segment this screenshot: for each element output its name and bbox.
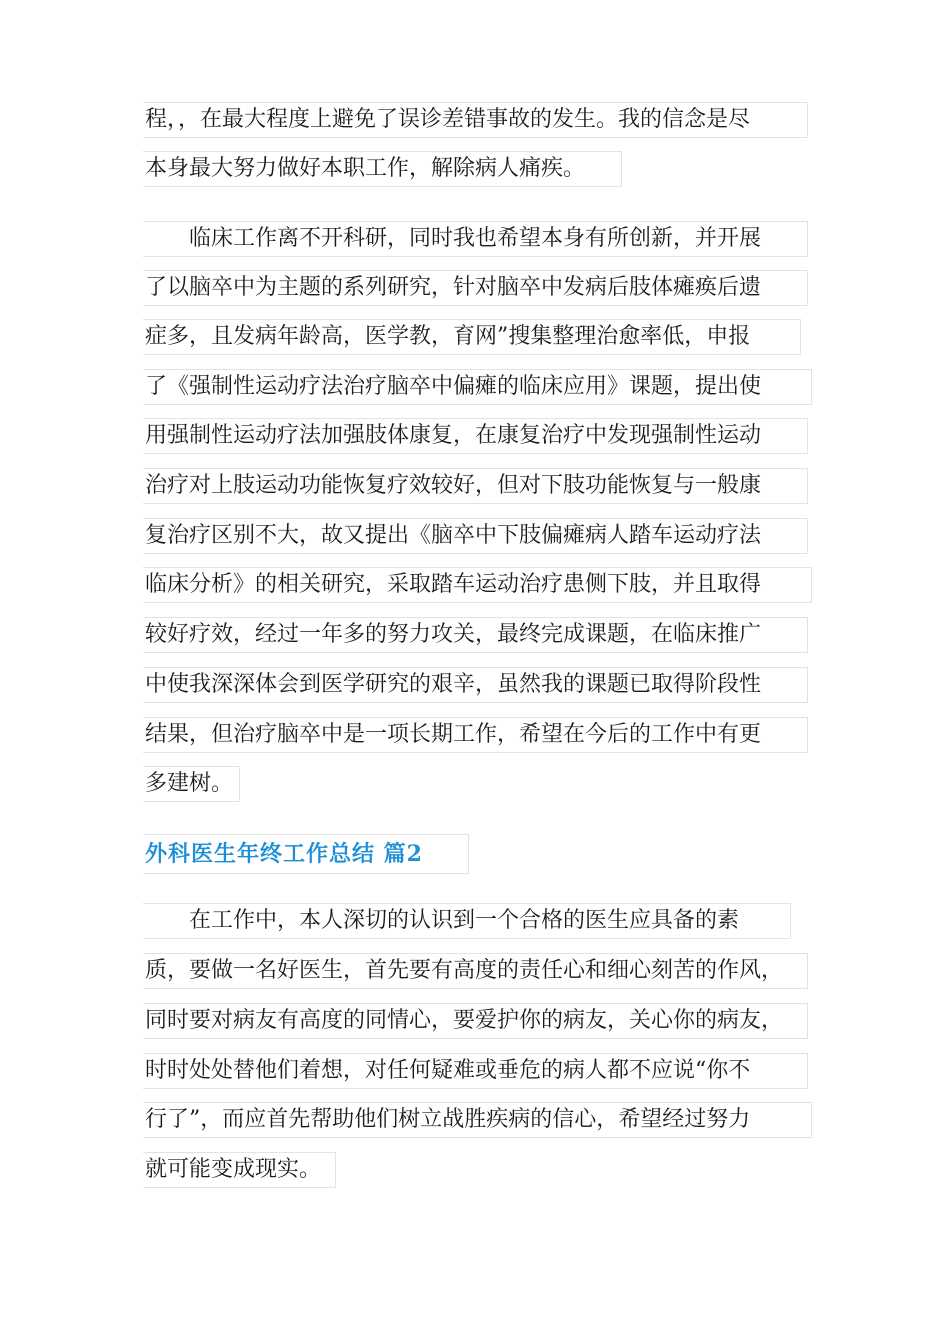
- text-line: 临床工作离不开科研，同时我也希望本身有所创新，并开展: [143, 221, 808, 257]
- text-line: 程，，在最大程度上避免了误诊差错事故的发生。我的信念是尽: [143, 102, 808, 138]
- text-line: 临床分析》的相关研究，采取踏车运动治疗患侧下肢，并且取得: [143, 567, 812, 603]
- text-line: 结果，但治疗脑卒中是一项长期工作，希望在今后的工作中有更: [143, 717, 808, 753]
- text-line: 同时要对病友有高度的同情心，要爱护你的病友，关心你的病友，: [143, 1003, 808, 1039]
- section-heading: 外科医生年终工作总结 篇2: [143, 834, 469, 874]
- text-line: 较好疗效，经过一年多的努力攻关，最终完成课题，在临床推广: [143, 617, 808, 653]
- text-line: 在工作中，本人深切的认识到一个合格的医生应具备的素: [143, 903, 791, 939]
- text-line: 症多，且发病年龄高，医学教，育网”搜集整理治愈率低，申报: [143, 319, 801, 355]
- text-line: 多建树。: [143, 766, 240, 802]
- text-line: 质，要做一名好医生，首先要有高度的责任心和细心刻苦的作风，: [143, 953, 808, 989]
- text-line: 了《强制性运动疗法治疗脑卒中偏瘫的临床应用》课题，提出使: [143, 369, 812, 405]
- text-line: 治疗对上肢运动功能恢复疗效较好，但对下肢功能恢复与一般康: [143, 468, 808, 504]
- text-line: 用强制性运动疗法加强肢体康复，在康复治疗中发现强制性运动: [143, 418, 808, 454]
- text-line: 复治疗区别不大，故又提出《脑卒中下肢偏瘫病人踏车运动疗法: [143, 518, 808, 554]
- text-line: 就可能变成现实。: [143, 1152, 336, 1188]
- text-line: 本身最大努力做好本职工作，解除病人痛疾。: [143, 151, 622, 187]
- text-line: 了以脑卒中为主题的系列研究，针对脑卒中发病后肢体瘫痪后遗: [143, 270, 808, 306]
- text-line: 时时处处替他们着想，对任何疑难或垂危的病人都不应说“你不: [143, 1053, 808, 1089]
- text-line: 中使我深深体会到医学研究的艰辛，虽然我的课题已取得阶段性: [143, 667, 808, 703]
- text-line: 行了”，而应首先帮助他们树立战胜疾病的信心，希望经过努力: [143, 1102, 812, 1138]
